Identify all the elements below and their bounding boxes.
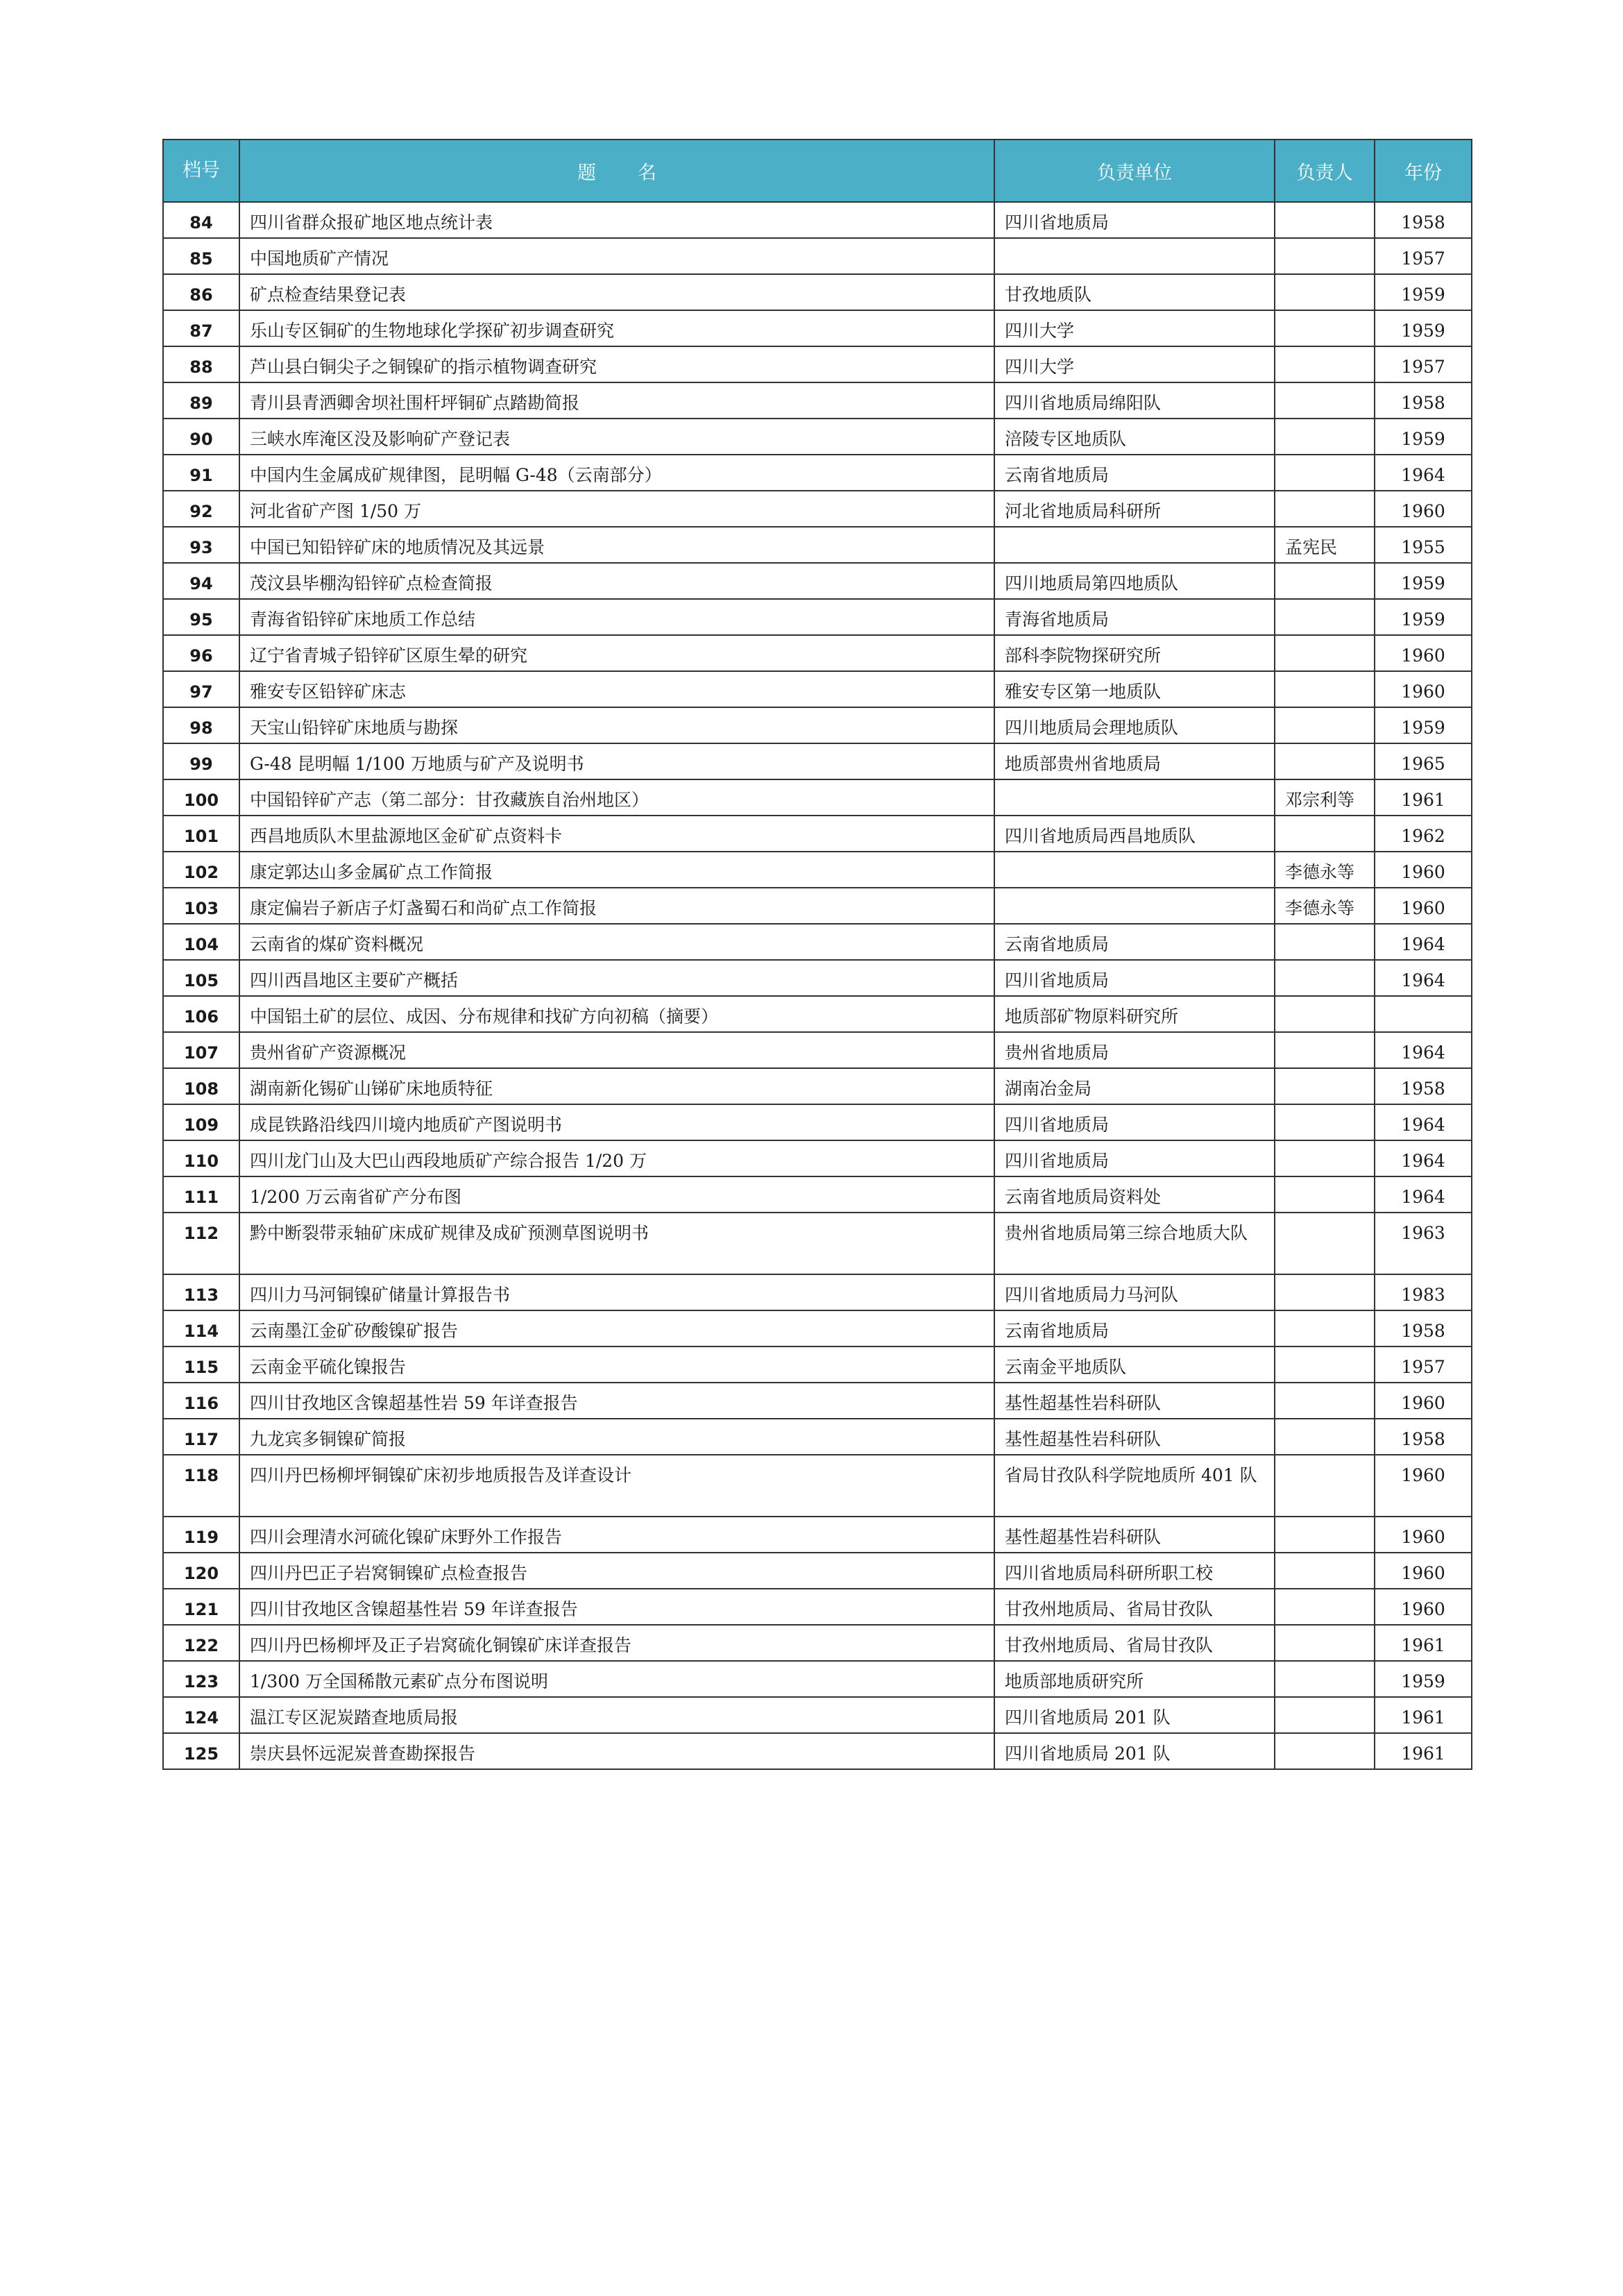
archive-no-cell: 119 bbox=[163, 1517, 239, 1553]
archive-no-cell: 107 bbox=[163, 1032, 239, 1068]
person-cell bbox=[1275, 1419, 1375, 1455]
title-cell: 青海省铅锌矿床地质工作总结 bbox=[239, 599, 994, 635]
title-cell: 四川力马河铜镍矿储量计算报告书 bbox=[239, 1274, 994, 1310]
person-cell bbox=[1275, 1274, 1375, 1310]
person-cell bbox=[1275, 455, 1375, 491]
unit-cell: 四川地质局会理地质队 bbox=[994, 707, 1275, 743]
archive-no-cell: 86 bbox=[163, 274, 239, 310]
archive-no-cell: 88 bbox=[163, 346, 239, 382]
unit-cell: 云南省地质局 bbox=[994, 1310, 1275, 1347]
archive-no-cell: 94 bbox=[163, 563, 239, 599]
table-row bbox=[163, 1140, 1472, 1176]
table-row bbox=[163, 346, 1472, 382]
title-cell: 中国铅锌矿产志（第二部分：甘孜藏族自治州地区） bbox=[239, 779, 994, 816]
title-cell: 1/200 万云南省矿产分布图 bbox=[239, 1176, 994, 1213]
year-cell: 1960 bbox=[1375, 852, 1472, 888]
unit-cell: 基性超基性岩科研队 bbox=[994, 1383, 1275, 1419]
unit-cell: 四川省地质局力马河队 bbox=[994, 1274, 1275, 1310]
person-cell bbox=[1275, 1589, 1375, 1625]
unit-cell: 四川大学 bbox=[994, 310, 1275, 346]
table-row bbox=[163, 274, 1472, 310]
title-cell: 四川龙门山及大巴山西段地质矿产综合报告 1/20 万 bbox=[239, 1140, 994, 1176]
person-cell bbox=[1275, 238, 1375, 274]
person-cell bbox=[1275, 1347, 1375, 1383]
year-cell: 1958 bbox=[1375, 1310, 1472, 1347]
archive-no-cell: 123 bbox=[163, 1661, 239, 1697]
archive-no-cell: 124 bbox=[163, 1697, 239, 1733]
archive-no-cell: 111 bbox=[163, 1176, 239, 1213]
table-row bbox=[163, 924, 1472, 960]
archive-no-cell: 121 bbox=[163, 1589, 239, 1625]
year-cell: 1958 bbox=[1375, 1419, 1472, 1455]
title-cell: 茂汶县毕棚沟铅锌矿点检查简报 bbox=[239, 563, 994, 599]
archive-no-cell: 113 bbox=[163, 1274, 239, 1310]
title-cell: 中国铝土矿的层位、成因、分布规律和找矿方向初稿（摘要） bbox=[239, 996, 994, 1032]
title-cell: 四川甘孜地区含镍超基性岩 59 年详查报告 bbox=[239, 1383, 994, 1419]
table-row bbox=[163, 1553, 1472, 1589]
title-cell: 中国内生金属成矿规律图，昆明幅 G-48（云南部分） bbox=[239, 455, 994, 491]
year-cell: 1958 bbox=[1375, 382, 1472, 419]
archive-no-cell: 116 bbox=[163, 1383, 239, 1419]
title-cell: 1/300 万全国稀散元素矿点分布图说明 bbox=[239, 1661, 994, 1697]
person-cell: 李德永等 bbox=[1275, 888, 1375, 924]
unit-cell: 四川大学 bbox=[994, 346, 1275, 382]
title-cell: 四川甘孜地区含镍超基性岩 59 年详查报告 bbox=[239, 1589, 994, 1625]
unit-cell: 省局甘孜队科学院地质所 401 队 bbox=[994, 1455, 1275, 1517]
title-cell: 云南省的煤矿资料概况 bbox=[239, 924, 994, 960]
archive-no-cell: 118 bbox=[163, 1455, 239, 1517]
person-cell bbox=[1275, 1517, 1375, 1553]
title-cell: 成昆铁路沿线四川境内地质矿产图说明书 bbox=[239, 1104, 994, 1140]
archive-no-cell: 108 bbox=[163, 1068, 239, 1104]
archive-no-cell: 98 bbox=[163, 707, 239, 743]
unit-cell: 基性超基性岩科研队 bbox=[994, 1517, 1275, 1553]
year-cell: 1961 bbox=[1375, 1733, 1472, 1769]
table-row bbox=[163, 382, 1472, 419]
header-archive-no bbox=[163, 140, 239, 202]
table-row bbox=[163, 671, 1472, 707]
unit-cell: 云南金平地质队 bbox=[994, 1347, 1275, 1383]
year-cell: 1960 bbox=[1375, 671, 1472, 707]
unit-cell bbox=[994, 852, 1275, 888]
person-cell bbox=[1275, 382, 1375, 419]
title-cell: 芦山县白铜尖子之铜镍矿的指示植物调查研究 bbox=[239, 346, 994, 382]
year-cell: 1964 bbox=[1375, 1140, 1472, 1176]
unit-cell: 青海省地质局 bbox=[994, 599, 1275, 635]
year-cell: 1961 bbox=[1375, 1697, 1472, 1733]
title-cell: 辽宁省青城子铅锌矿区原生晕的研究 bbox=[239, 635, 994, 671]
title-cell: 天宝山铅锌矿床地质与勘探 bbox=[239, 707, 994, 743]
unit-cell: 四川省地质局科研所职工校 bbox=[994, 1553, 1275, 1589]
unit-cell bbox=[994, 238, 1275, 274]
table-row bbox=[163, 1347, 1472, 1383]
person-cell bbox=[1275, 1733, 1375, 1769]
person-cell bbox=[1275, 1068, 1375, 1104]
table-row bbox=[163, 1068, 1472, 1104]
archive-no-cell: 96 bbox=[163, 635, 239, 671]
year-cell: 1960 bbox=[1375, 1383, 1472, 1419]
header-year-label: 年份 bbox=[1404, 162, 1442, 184]
person-cell bbox=[1275, 310, 1375, 346]
table-row bbox=[163, 996, 1472, 1032]
unit-cell: 四川省地质局 bbox=[994, 202, 1275, 238]
person-cell bbox=[1275, 1455, 1375, 1517]
year-cell: 1960 bbox=[1375, 1455, 1472, 1517]
title-cell: G-48 昆明幅 1/100 万地质与矿产及说明书 bbox=[239, 743, 994, 779]
title-cell: 云南金平硫化镍报告 bbox=[239, 1347, 994, 1383]
table-row bbox=[163, 707, 1472, 743]
year-cell: 1958 bbox=[1375, 1068, 1472, 1104]
person-cell bbox=[1275, 1032, 1375, 1068]
archive-no-cell: 106 bbox=[163, 996, 239, 1032]
table-row bbox=[163, 202, 1472, 238]
archive-no-cell: 87 bbox=[163, 310, 239, 346]
archive-no-cell: 103 bbox=[163, 888, 239, 924]
unit-cell: 四川省地质局 201 队 bbox=[994, 1697, 1275, 1733]
table-row bbox=[163, 1733, 1472, 1769]
table-row bbox=[163, 635, 1472, 671]
archive-no-cell: 109 bbox=[163, 1104, 239, 1140]
archive-no-cell: 90 bbox=[163, 419, 239, 455]
header-archive-no-label: 档号 bbox=[182, 160, 220, 181]
table-row bbox=[163, 1274, 1472, 1310]
table-row bbox=[163, 563, 1472, 599]
title-cell: 云南墨江金矿矽酸镍矿报告 bbox=[239, 1310, 994, 1347]
header-year bbox=[1375, 140, 1472, 202]
year-cell: 1965 bbox=[1375, 743, 1472, 779]
table-row bbox=[163, 1383, 1472, 1419]
archive-no-cell: 97 bbox=[163, 671, 239, 707]
archive-no-cell: 115 bbox=[163, 1347, 239, 1383]
unit-cell: 四川省地质局 201 队 bbox=[994, 1733, 1275, 1769]
year-cell: 1958 bbox=[1375, 202, 1472, 238]
header-unit-label: 负责单位 bbox=[1097, 162, 1172, 184]
person-cell bbox=[1275, 1625, 1375, 1661]
title-cell: 四川丹巴杨柳坪及正子岩窝硫化铜镍矿床详查报告 bbox=[239, 1625, 994, 1661]
archive-no-cell: 105 bbox=[163, 960, 239, 996]
title-cell: 温江专区泥炭踏查地质局报 bbox=[239, 1697, 994, 1733]
archive-no-cell: 122 bbox=[163, 1625, 239, 1661]
title-cell: 崇庆县怀远泥炭普查勘探报告 bbox=[239, 1733, 994, 1769]
person-cell bbox=[1275, 1104, 1375, 1140]
table-row bbox=[163, 1176, 1472, 1213]
person-cell bbox=[1275, 1213, 1375, 1274]
unit-cell bbox=[994, 888, 1275, 924]
title-cell: 康定偏岩子新店子灯盏蜀石和尚矿点工作简报 bbox=[239, 888, 994, 924]
table-row bbox=[163, 1104, 1472, 1140]
archive-no-cell: 102 bbox=[163, 852, 239, 888]
title-cell: 四川丹巴杨柳坪铜镍矿床初步地质报告及详查设计 bbox=[239, 1455, 994, 1517]
title-cell: 四川会理清水河硫化镍矿床野外工作报告 bbox=[239, 1517, 994, 1553]
table-row bbox=[163, 1517, 1472, 1553]
person-cell bbox=[1275, 346, 1375, 382]
table-row bbox=[163, 238, 1472, 274]
person-cell bbox=[1275, 960, 1375, 996]
person-cell bbox=[1275, 1697, 1375, 1733]
person-cell bbox=[1275, 1661, 1375, 1697]
unit-cell: 甘孜州地质局、省局甘孜队 bbox=[994, 1589, 1275, 1625]
unit-cell: 贵州省地质局 bbox=[994, 1032, 1275, 1068]
table-row bbox=[163, 1697, 1472, 1733]
archive-no-cell: 101 bbox=[163, 816, 239, 852]
person-cell bbox=[1275, 1383, 1375, 1419]
header-title bbox=[239, 140, 994, 202]
title-cell: 河北省矿产图 1/50 万 bbox=[239, 491, 994, 527]
title-cell: 矿点检查结果登记表 bbox=[239, 274, 994, 310]
archive-no-cell: 93 bbox=[163, 527, 239, 563]
table-row bbox=[163, 1032, 1472, 1068]
year-cell: 1964 bbox=[1375, 455, 1472, 491]
person-cell bbox=[1275, 1553, 1375, 1589]
person-cell bbox=[1275, 707, 1375, 743]
unit-cell: 四川省地质局 bbox=[994, 1104, 1275, 1140]
title-cell: 四川西昌地区主要矿产概括 bbox=[239, 960, 994, 996]
archive-no-cell: 95 bbox=[163, 599, 239, 635]
table-row bbox=[163, 527, 1472, 563]
year-cell: 1960 bbox=[1375, 1553, 1472, 1589]
year-cell: 1959 bbox=[1375, 599, 1472, 635]
unit-cell: 四川地质局第四地质队 bbox=[994, 563, 1275, 599]
table-row bbox=[163, 1455, 1472, 1517]
archive-no-cell: 110 bbox=[163, 1140, 239, 1176]
year-cell: 1959 bbox=[1375, 1661, 1472, 1697]
title-cell: 四川省群众报矿地区地点统计表 bbox=[239, 202, 994, 238]
title-cell: 四川丹巴正子岩窝铜镍矿点检查报告 bbox=[239, 1553, 994, 1589]
year-cell: 1983 bbox=[1375, 1274, 1472, 1310]
person-cell bbox=[1275, 1176, 1375, 1213]
unit-cell: 部科李院物探研究所 bbox=[994, 635, 1275, 671]
title-cell: 九龙宾多铜镍矿简报 bbox=[239, 1419, 994, 1455]
table-row bbox=[163, 1419, 1472, 1455]
table-row bbox=[163, 1213, 1472, 1274]
person-cell bbox=[1275, 599, 1375, 635]
year-cell: 1964 bbox=[1375, 1176, 1472, 1213]
title-cell: 西昌地质队木里盐源地区金矿矿点资料卡 bbox=[239, 816, 994, 852]
unit-cell: 四川省地质局 bbox=[994, 1140, 1275, 1176]
person-cell: 李德永等 bbox=[1275, 852, 1375, 888]
year-cell: 1964 bbox=[1375, 924, 1472, 960]
unit-cell: 地质部地质研究所 bbox=[994, 1661, 1275, 1697]
title-cell: 康定郭达山多金属矿点工作简报 bbox=[239, 852, 994, 888]
unit-cell: 云南省地质局资料处 bbox=[994, 1176, 1275, 1213]
table-row bbox=[163, 1310, 1472, 1347]
unit-cell: 四川省地质局绵阳队 bbox=[994, 382, 1275, 419]
unit-cell: 地质部矿物原料研究所 bbox=[994, 996, 1275, 1032]
unit-cell: 甘孜州地质局、省局甘孜队 bbox=[994, 1625, 1275, 1661]
year-cell: 1959 bbox=[1375, 310, 1472, 346]
person-cell bbox=[1275, 274, 1375, 310]
table-row bbox=[163, 455, 1472, 491]
unit-cell: 云南省地质局 bbox=[994, 455, 1275, 491]
year-cell: 1964 bbox=[1375, 960, 1472, 996]
header-person bbox=[1275, 140, 1375, 202]
person-cell: 邓宗利等 bbox=[1275, 779, 1375, 816]
unit-cell: 基性超基性岩科研队 bbox=[994, 1419, 1275, 1455]
title-cell: 中国已知铅锌矿床的地质情况及其远景 bbox=[239, 527, 994, 563]
archive-no-cell: 114 bbox=[163, 1310, 239, 1347]
year-cell: 1959 bbox=[1375, 707, 1472, 743]
archive-catalog-table bbox=[162, 139, 1472, 1770]
table-body bbox=[163, 202, 1472, 1769]
header-title-label: 题名 bbox=[577, 162, 698, 184]
title-cell: 黔中断裂带汞轴矿床成矿规律及成矿预测草图说明书 bbox=[239, 1213, 994, 1274]
table-row bbox=[163, 310, 1472, 346]
archive-no-cell: 125 bbox=[163, 1733, 239, 1769]
person-cell bbox=[1275, 563, 1375, 599]
archive-no-cell: 120 bbox=[163, 1553, 239, 1589]
year-cell: 1961 bbox=[1375, 779, 1472, 816]
table-row bbox=[163, 888, 1472, 924]
table-header-row bbox=[163, 140, 1472, 202]
unit-cell: 甘孜地质队 bbox=[994, 274, 1275, 310]
person-cell bbox=[1275, 743, 1375, 779]
person-cell bbox=[1275, 419, 1375, 455]
archive-no-cell: 100 bbox=[163, 779, 239, 816]
title-cell: 中国地质矿产情况 bbox=[239, 238, 994, 274]
table-row bbox=[163, 1661, 1472, 1697]
unit-cell: 云南省地质局 bbox=[994, 924, 1275, 960]
year-cell: 1957 bbox=[1375, 238, 1472, 274]
unit-cell: 雅安专区第一地质队 bbox=[994, 671, 1275, 707]
table-row bbox=[163, 1625, 1472, 1661]
unit-cell: 地质部贵州省地质局 bbox=[994, 743, 1275, 779]
year-cell: 1962 bbox=[1375, 816, 1472, 852]
title-cell: 湖南新化锡矿山锑矿床地质特征 bbox=[239, 1068, 994, 1104]
person-cell bbox=[1275, 202, 1375, 238]
title-cell: 乐山专区铜矿的生物地球化学探矿初步调查研究 bbox=[239, 310, 994, 346]
table-row bbox=[163, 743, 1472, 779]
person-cell bbox=[1275, 491, 1375, 527]
year-cell: 1955 bbox=[1375, 527, 1472, 563]
year-cell: 1960 bbox=[1375, 1517, 1472, 1553]
year-cell bbox=[1375, 996, 1472, 1032]
archive-no-cell: 91 bbox=[163, 455, 239, 491]
header-unit bbox=[994, 140, 1275, 202]
archive-no-cell: 84 bbox=[163, 202, 239, 238]
archive-no-cell: 112 bbox=[163, 1213, 239, 1274]
person-cell bbox=[1275, 924, 1375, 960]
year-cell: 1964 bbox=[1375, 1104, 1472, 1140]
year-cell: 1960 bbox=[1375, 888, 1472, 924]
person-cell bbox=[1275, 1140, 1375, 1176]
year-cell: 1960 bbox=[1375, 491, 1472, 527]
person-cell bbox=[1275, 996, 1375, 1032]
title-cell: 青川县青洒卿舍坝社围杆坪铜矿点踏勘简报 bbox=[239, 382, 994, 419]
archive-no-cell: 89 bbox=[163, 382, 239, 419]
year-cell: 1960 bbox=[1375, 1589, 1472, 1625]
person-cell bbox=[1275, 1310, 1375, 1347]
table-row bbox=[163, 419, 1472, 455]
archive-no-cell: 104 bbox=[163, 924, 239, 960]
table-row bbox=[163, 852, 1472, 888]
unit-cell bbox=[994, 527, 1275, 563]
unit-cell: 河北省地质局科研所 bbox=[994, 491, 1275, 527]
person-cell bbox=[1275, 635, 1375, 671]
archive-no-cell: 92 bbox=[163, 491, 239, 527]
year-cell: 1957 bbox=[1375, 1347, 1472, 1383]
archive-no-cell: 85 bbox=[163, 238, 239, 274]
title-cell: 三峡水库淹区没及影响矿产登记表 bbox=[239, 419, 994, 455]
table-row bbox=[163, 960, 1472, 996]
year-cell: 1964 bbox=[1375, 1032, 1472, 1068]
year-cell: 1959 bbox=[1375, 274, 1472, 310]
person-cell bbox=[1275, 671, 1375, 707]
year-cell: 1963 bbox=[1375, 1213, 1472, 1274]
table-row bbox=[163, 779, 1472, 816]
table-row bbox=[163, 1589, 1472, 1625]
unit-cell: 四川省地质局西昌地质队 bbox=[994, 816, 1275, 852]
title-cell: 雅安专区铅锌矿床志 bbox=[239, 671, 994, 707]
unit-cell bbox=[994, 779, 1275, 816]
archive-no-cell: 117 bbox=[163, 1419, 239, 1455]
unit-cell: 贵州省地质局第三综合地质大队 bbox=[994, 1213, 1275, 1274]
table-row bbox=[163, 491, 1472, 527]
year-cell: 1960 bbox=[1375, 635, 1472, 671]
table-row bbox=[163, 816, 1472, 852]
table-row bbox=[163, 599, 1472, 635]
year-cell: 1959 bbox=[1375, 563, 1472, 599]
person-cell bbox=[1275, 816, 1375, 852]
archive-no-cell: 99 bbox=[163, 743, 239, 779]
year-cell: 1959 bbox=[1375, 419, 1472, 455]
year-cell: 1957 bbox=[1375, 346, 1472, 382]
unit-cell: 湖南冶金局 bbox=[994, 1068, 1275, 1104]
year-cell: 1961 bbox=[1375, 1625, 1472, 1661]
header-person-label: 负责人 bbox=[1296, 162, 1353, 184]
person-cell: 孟宪民 bbox=[1275, 527, 1375, 563]
unit-cell: 涪陵专区地质队 bbox=[994, 419, 1275, 455]
unit-cell: 四川省地质局 bbox=[994, 960, 1275, 996]
title-cell: 贵州省矿产资源概况 bbox=[239, 1032, 994, 1068]
